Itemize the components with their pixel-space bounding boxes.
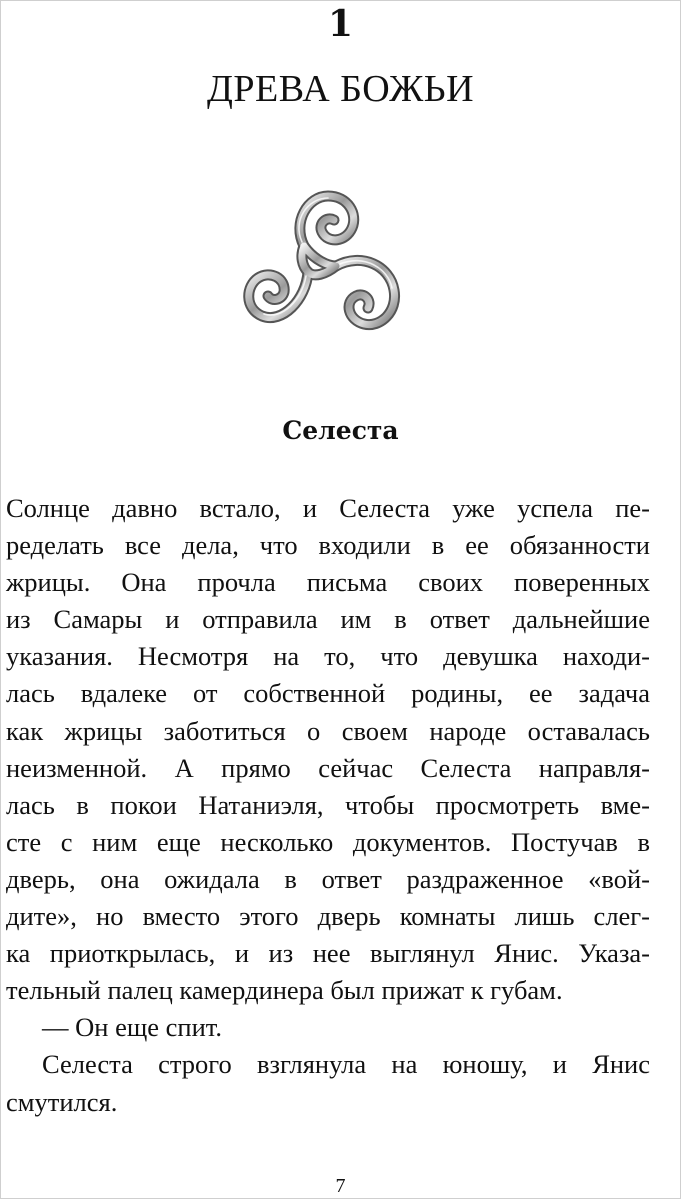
text-line: ка приоткрылась, и из нее выглянул Янис. Указа- <box>6 938 650 969</box>
chapter-title: ДРЕВА БОЖЬИ <box>206 68 475 110</box>
text-line: из Самары и отправила им в ответ дальнейшие <box>6 604 650 635</box>
text-line: указания. Несмотря на то, что девушка находи- <box>6 641 650 672</box>
text-line: дите», но вместо этого дверь комнаты лишь слег- <box>6 901 650 932</box>
text-line: сте с ним еще несколько документов. Постучав в <box>6 826 650 857</box>
text-line: тельный палец камердинера был прижат к губам. <box>6 975 563 1006</box>
chapter-number: 1 <box>327 3 354 45</box>
text-line: дверь, она ожидала в ответ раздраженное «вой- <box>6 863 650 894</box>
text-line: Солнце давно встало, и Селеста уже успела пе- <box>6 493 650 523</box>
body-text <box>6 490 650 1121</box>
text-line: неизменной. А прямо сейчас Селеста направля- <box>6 752 650 783</box>
text-line: Селеста строго взглянула на юношу, и Янис <box>42 1049 650 1080</box>
section-heading: Селеста <box>282 416 399 445</box>
text-line: смутился. <box>6 1086 118 1117</box>
dialogue-line: — Он еще спит. <box>42 1012 222 1043</box>
page-number: 7 <box>335 1175 346 1197</box>
text-line: лась в покои Натаниэля, чтобы просмотреть вме- <box>6 789 650 820</box>
text-line: жрицы. Она прочла письма своих поверенных <box>6 567 650 598</box>
text-line: ределать все дела, что входили в ее обязанности <box>6 530 650 561</box>
triskelion-icon <box>240 182 416 342</box>
text-line: лась вдалеке от собственной родины, ее задача <box>6 678 650 709</box>
text-line: как жрицы заботиться о своем народе оставалась <box>6 715 650 746</box>
